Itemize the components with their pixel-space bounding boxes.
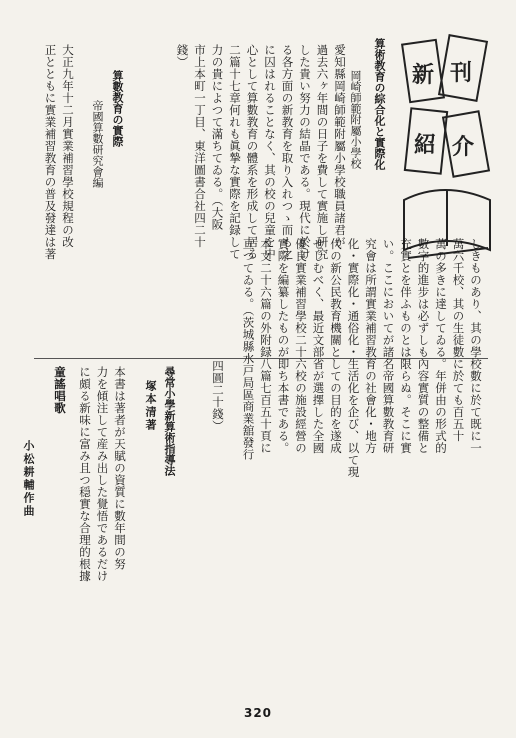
right-line-14: 亘つてゐる。（茨城縣水戸局區商業舘發行 bbox=[241, 238, 256, 461]
right-line-7: 究會は所謂實業補習教育の社會化・地方 bbox=[364, 238, 378, 454]
right-body bbox=[240, 238, 484, 638]
book1-line-4: る各方面の新教育を取り入れつゝ而も之 bbox=[280, 44, 295, 260]
right-line-13: 本文二十六篇の外附録八篇七百五十頁に bbox=[259, 238, 273, 454]
book1-line-9: 市上本町一丁目、東洋圖書合社四二十 bbox=[193, 44, 207, 248]
right-line-4: 數字的進步は必ずしも內容實質の整備と bbox=[416, 238, 431, 454]
book2-body bbox=[36, 44, 76, 354]
right-line-11: 優良實業補習學校二十六校の施設經營の bbox=[294, 238, 308, 454]
book1-line-5: に囚はれることなく、其の校の兒童を中 bbox=[263, 44, 277, 260]
book1-title: 算術教育の綜合化と實際化 bbox=[373, 38, 386, 170]
book3-title: 尋常小學新算術指導法 bbox=[163, 366, 176, 476]
book1-line-3: した貴い努力の結晶である。現代に於け bbox=[298, 44, 312, 260]
right-line-1: しきものあり、其の學校數に於て既に一 bbox=[469, 238, 483, 454]
book2-line-2: 正とともに實業補習教育の普及發達は著 bbox=[43, 44, 58, 260]
logo-char-3: 紹 bbox=[414, 132, 437, 158]
book3-author: 塚本清著 bbox=[144, 380, 157, 432]
book1-line-7: 二篇十七章何れも眞摯な實際を記録して bbox=[228, 44, 242, 260]
logo-char-2: 刊 bbox=[450, 60, 473, 86]
logo-char-4: 介 bbox=[452, 134, 475, 160]
right-line-3: 萬の多きに達してゐる。年併由の形式的 bbox=[434, 238, 448, 454]
book1-line-10: 錢） bbox=[175, 44, 190, 68]
book2-author: 帝國算數研究會編 bbox=[91, 100, 104, 188]
right-line-12: 實際を編纂したものが即ち本書である。 bbox=[276, 238, 291, 454]
logo-char-1: 新 bbox=[412, 62, 435, 88]
book4-title: 童謠唱歌 bbox=[53, 366, 67, 414]
book2-title: 算數教育の實際 bbox=[111, 70, 124, 147]
right-line-15: 四圓二十錢） bbox=[211, 360, 225, 432]
page-number: 320 bbox=[243, 706, 273, 720]
right-line-10: せしむべく、最近文部省が選擇した全國 bbox=[311, 238, 326, 454]
book1-line-8: 力の貴によつて滿ちてゐる。（大阪 bbox=[210, 44, 225, 231]
book1-line-1: 愛知縣岡崎師範附屬小學校職員諸君が bbox=[333, 44, 347, 248]
book3-body bbox=[70, 366, 128, 696]
book3-line-3: に頗る新味に富み且つ穏實な合理的根據 bbox=[78, 366, 92, 582]
book3-line-1: 本書は著者が天賦の資質に數年間の努 bbox=[113, 366, 127, 570]
book1-line-6: 心として算數教育の體系を形成して居る bbox=[245, 44, 260, 260]
right-line-8: 化・實際化・通俗化・生活化を企び、以て現 bbox=[346, 238, 361, 478]
right-line-9: 代の新公民教育機關としての目的を遂成 bbox=[329, 238, 343, 454]
book1-author: 岡崎師範附屬小學校 bbox=[349, 70, 362, 169]
book3-line-2: 力を傾注して産み出した覺悟であるだけ bbox=[95, 366, 110, 582]
right-line-6: い。ここにおいてが諸名帝國算數教育研 bbox=[381, 238, 396, 454]
right-line-2: 萬六千校、其の生徒數に於ても百五十 bbox=[451, 238, 466, 442]
book2-line-1: 大正九年十二月實業補習學校規程の改 bbox=[61, 44, 75, 248]
book4-composer: 小松耕輔作曲 bbox=[22, 440, 35, 518]
right-body-end bbox=[196, 360, 226, 480]
book1-line-2: 過去六ヶ年間の日子を費して實施し研究 bbox=[315, 44, 330, 260]
book4-block bbox=[38, 366, 68, 696]
right-line-5: 充實とを伴ふものとは限らぬ。そこに實 bbox=[399, 238, 413, 454]
